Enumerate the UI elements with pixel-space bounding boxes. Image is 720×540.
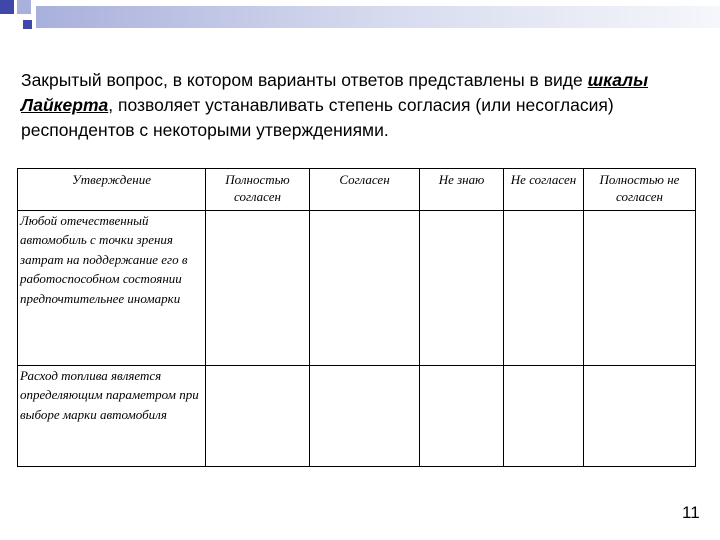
title-bar-decoration [0,0,720,50]
answer-cell [206,366,310,467]
answer-cell [420,211,504,366]
header-statement: Утверждение [18,169,206,211]
decor-square-light [17,0,31,14]
answer-cell [206,211,310,366]
likert-table [17,168,696,467]
page-number: 11 [682,503,700,522]
answer-cell [310,211,420,366]
answer-cell [504,366,584,467]
answer-cell [310,366,420,467]
decor-square-small [23,20,32,29]
answer-cell [504,211,584,366]
intro-text-after: , позволяет устанавливать степень согласия (или несогласия) респондентов с некоторыми утверждениями. [21,95,614,140]
table-row [18,211,696,366]
header-agree: Согласен [310,169,420,211]
answer-cell [584,366,696,467]
likert-scale-term: шкалы Лайкерта [21,70,649,115]
statement-cell: Расход топлива является определяющим параметром при выборе марки автомобиля [18,366,206,467]
header-fully-agree: Полностью согласен [206,169,310,211]
header-fully-disagree: Полностью не согласен [584,169,696,211]
table-row [18,366,696,467]
intro-paragraph [21,68,711,143]
answer-cell [584,211,696,366]
header-dont-know: Не знаю [420,169,504,211]
answer-cell [420,366,504,467]
intro-text-before: Закрытый вопрос, в котором варианты ответов представлены в виде [21,70,588,90]
header-row [18,169,696,211]
statement-cell: Любой отечественный автомобиль с точки зрения затрат на поддержание его в работоспособном состоянии предпочтительнее иномарки [18,211,206,366]
decor-square-dark [0,0,14,14]
header-disagree: Не согласен [504,169,584,211]
decor-gradient-bar [36,6,720,28]
